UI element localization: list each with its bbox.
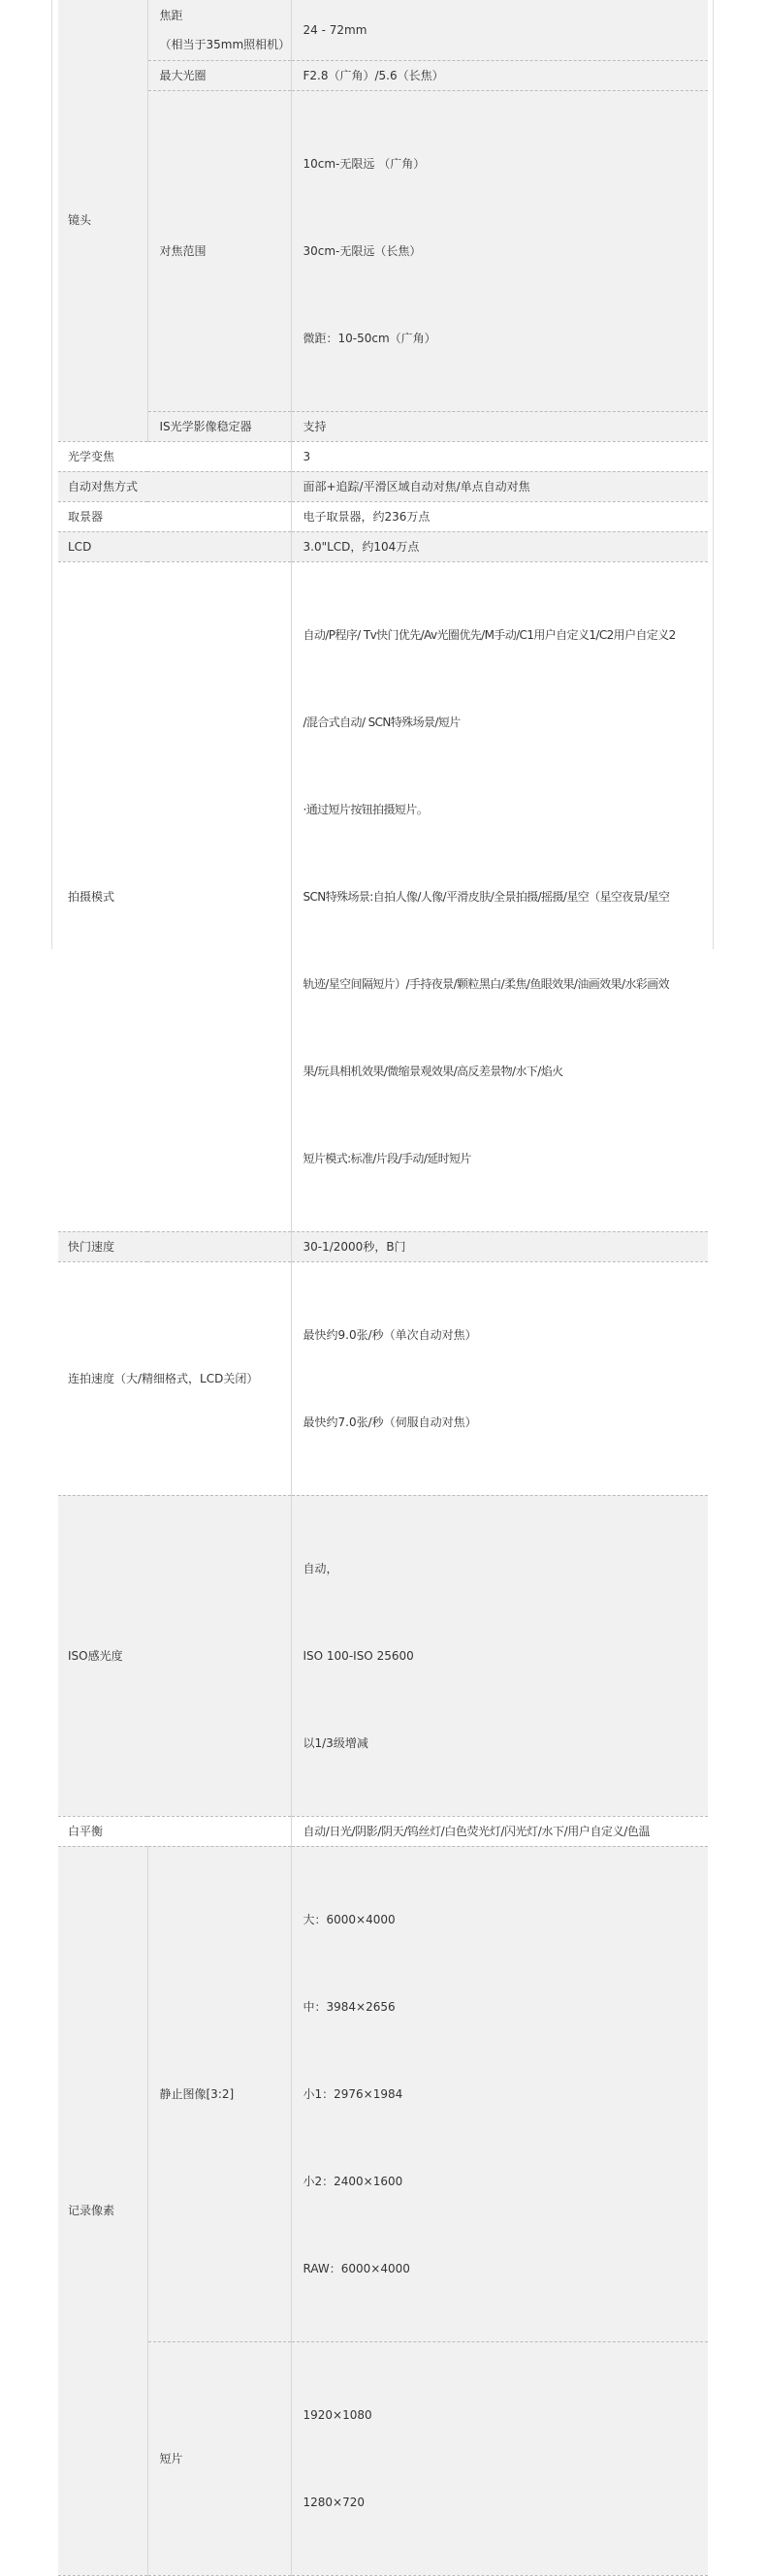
value-line: ISO 100-ISO 25600 [303, 1648, 414, 1663]
row-subcategory: 最大光圈 [147, 60, 291, 90]
table-row [58, 90, 708, 411]
row-value [291, 1495, 708, 1816]
table-row [58, 1495, 708, 1816]
table-row [58, 60, 708, 90]
row-category: 快门速度 [58, 1231, 291, 1261]
row-value: 30-1/2000秒，B门 [291, 1231, 708, 1261]
row-value: F2.8（广角）/5.6（长焦） [291, 60, 708, 90]
row-value: 电子取景器，约236万点 [291, 501, 708, 531]
table-row [58, 561, 708, 1231]
value-line: 最快约9.0张/秒（单次自动对焦） [303, 1327, 477, 1342]
value-line: 微距：10-50cm（广角） [303, 331, 436, 345]
value-line: ·通过短片按钮拍摄短片。 [303, 802, 429, 816]
row-category: 自动对焦方式 [58, 471, 291, 501]
row-value: 支持 [291, 411, 708, 441]
value-line: 最快约7.0张/秒（伺服自动对焦） [303, 1415, 477, 1429]
value-line: 果/玩具相机效果/微缩景观效果/高反差景物/水下/焰火 [303, 1064, 563, 1078]
table-row [58, 0, 708, 60]
value-line: 短片模式:标准/片段/手动/延时短片 [303, 1151, 471, 1165]
row-category: ISO感光度 [58, 1495, 291, 1816]
value-line: 1280×720 [303, 2495, 365, 2509]
value-line: 30cm-无限远（长焦） [303, 243, 422, 258]
value-line: 小2：2400×1600 [303, 2174, 403, 2188]
row-value [291, 1846, 708, 2341]
row-subcategory: IS光学影像稳定器 [147, 411, 291, 441]
table-row [58, 471, 708, 501]
table-row [58, 2341, 708, 2575]
value-line: RAW：6000×4000 [303, 2261, 410, 2275]
row-value: 面部+追踪/平滑区域自动对焦/单点自动对焦 [291, 471, 708, 501]
row-subcategory [147, 0, 291, 60]
row-category: 光学变焦 [58, 441, 291, 471]
row-value [291, 1261, 708, 1495]
row-category: 连拍速度（大/精细格式，LCD关闭） [58, 1261, 291, 1495]
value-line: 自动， [303, 1561, 338, 1575]
value-line: 自动/P程序/ Tv快门优先/Av光圈优先/M手动/C1用户自定义1/C2用户自定义2 [303, 627, 676, 642]
row-value [291, 90, 708, 411]
table-row [58, 531, 708, 561]
table-row [58, 501, 708, 531]
row-subcategory: 静止图像[3:2] [147, 1846, 291, 2341]
table-row [58, 1816, 708, 1846]
value-line: 1920×1080 [303, 2407, 372, 2422]
row-value: 3 [291, 441, 708, 471]
table-row [58, 1261, 708, 1495]
value-line: 小1：2976×1984 [303, 2086, 403, 2101]
row-value: 3.0"LCD，约104万点 [291, 531, 708, 561]
value-line: 以1/3级增减 [303, 1735, 368, 1750]
row-category: 镜头 [58, 0, 147, 441]
subcategory-line: 焦距 [159, 8, 183, 22]
row-value: 24 - 72mm [291, 0, 708, 60]
value-line: 轨迹/星空间隔短片）/手持夜景/颗粒黑白/柔焦/鱼眼效果/油画效果/水彩画效 [303, 976, 670, 991]
row-category: 白平衡 [58, 1816, 291, 1846]
table-row [58, 1231, 708, 1261]
row-value [291, 2341, 708, 2575]
row-subcategory: 对焦范围 [147, 90, 291, 411]
value-line: 10cm-无限远 （广角） [303, 156, 426, 171]
row-category: 取景器 [58, 501, 291, 531]
value-line: 中：3984×2656 [303, 1999, 396, 2014]
table-row [58, 441, 708, 471]
value-line: /混合式自动/ SCN特殊场景/短片 [303, 715, 461, 729]
value-line: 大：6000×4000 [303, 1912, 396, 1926]
row-category: LCD [58, 531, 291, 561]
row-category: 记录像素 [58, 1846, 147, 2575]
subcategory-line: （相当于35mm照相机） [159, 37, 291, 51]
row-category: 拍摄模式 [58, 561, 291, 1231]
row-subcategory: 短片 [147, 2341, 291, 2575]
table-row [58, 411, 708, 441]
row-value [291, 561, 708, 1231]
table-row [58, 1846, 708, 2341]
value-line: SCN特殊场景:自拍人像/人像/平滑皮肤/全景拍摄/摇摄/星空（星空夜景/星空 [303, 889, 670, 904]
spec-table [58, 0, 708, 2576]
row-value: 自动/日光/阴影/阴天/钨丝灯/白色荧光灯/闪光灯/水下/用户自定义/色温 [291, 1816, 708, 1846]
